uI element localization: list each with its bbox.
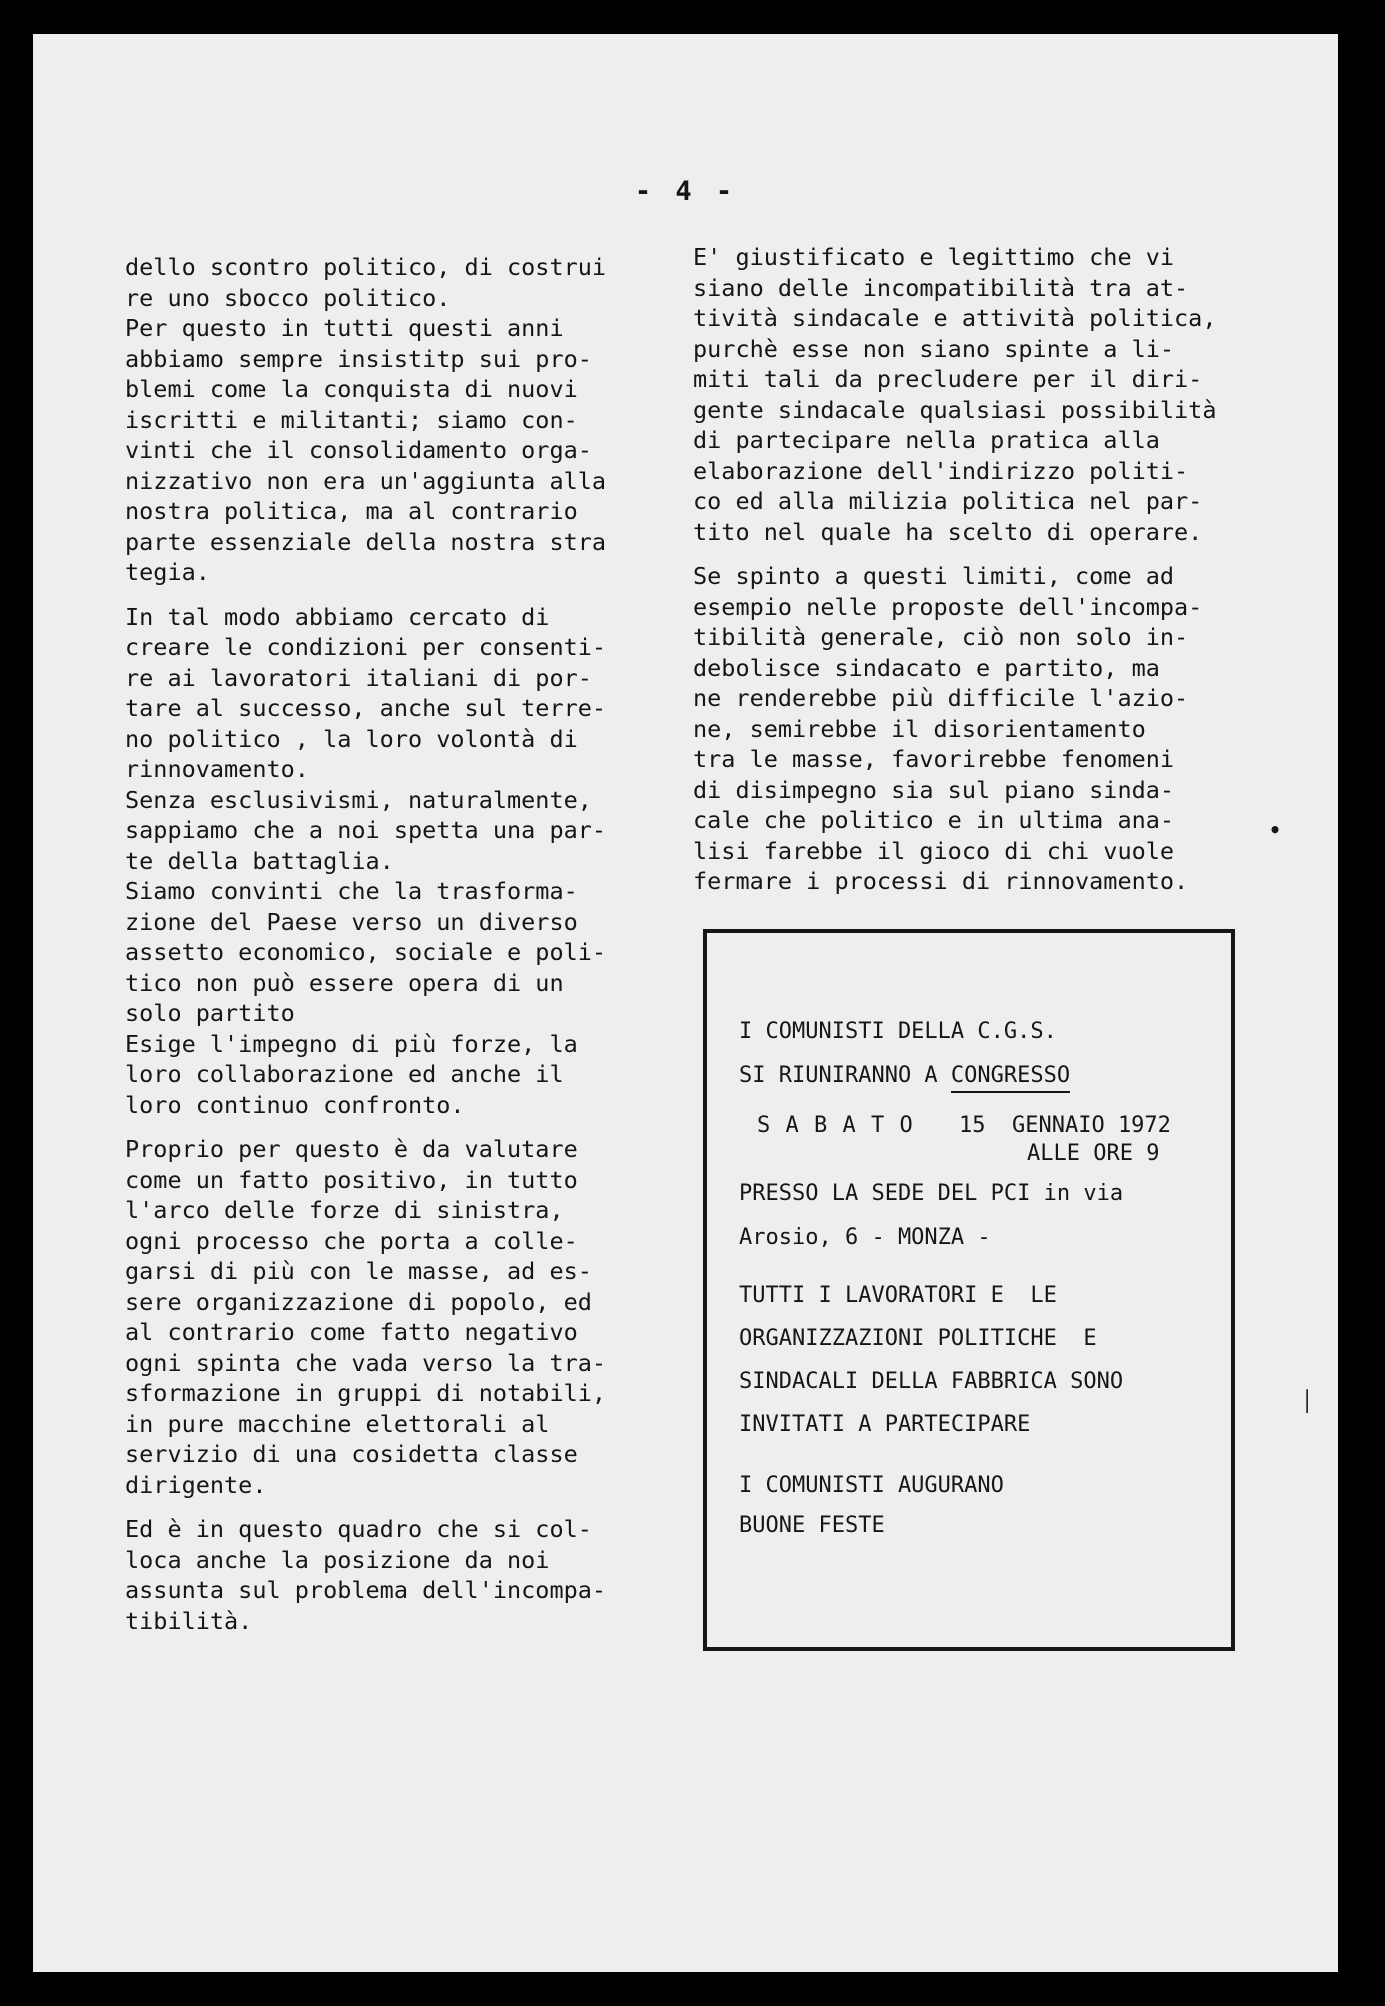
text-line: creare le condizioni per consenti- — [125, 633, 607, 661]
text-line: ogni processo che porta a colle- — [125, 1226, 578, 1255]
text-line: Ed è in questo quadro che si col- — [125, 1515, 592, 1543]
text-line: miti tali da precludere per il diri- — [693, 365, 1203, 393]
text-line: tegia. — [125, 558, 210, 586]
text-line: Per questo in tutti questi anni — [125, 314, 564, 342]
notice-greeting-line-1: I COMUNISTI AUGURANO — [739, 1473, 1004, 1498]
notice-location: PRESSO LA SEDE DEL PCI in via — [739, 1181, 1124, 1206]
text-line: sappiamo che a noi spetta una par- — [125, 816, 607, 844]
text-line: cale che politico e in ultima ana- — [693, 806, 1175, 834]
text-line: servizio di una cosidetta classe — [125, 1440, 578, 1468]
text-line: elaborazione dell'indirizzo politi- — [693, 456, 1189, 485]
text-line: ne renderebbe più difficile l'azio- — [693, 684, 1189, 712]
paragraph — [125, 1514, 685, 1636]
notice-address: Arosio, 6 - MONZA - — [739, 1225, 991, 1250]
text-line: loro continuo confronto. — [125, 1090, 465, 1119]
text-line: esempio nelle proposte dell'incompa- — [693, 592, 1203, 621]
text-line: assunta sul problema dell'incompa- — [125, 1576, 607, 1604]
text-line: co ed alla milizia politica nel par- — [693, 487, 1203, 515]
text-line: Senza esclusivismi, naturalmente, — [125, 785, 592, 814]
right-text-column — [693, 242, 1303, 911]
notice-greeting-line-2: BUONE FESTE — [739, 1513, 885, 1538]
text-line: Siamo convinti che la trasforma- — [125, 877, 578, 905]
text-line: re ai lavoratori italiani di por- — [125, 663, 592, 692]
text-line: solo partito — [125, 999, 295, 1027]
congress-notice-box — [703, 929, 1235, 1651]
text-line: assetto economico, sociale e poli- — [125, 938, 607, 966]
margin-mark: │ — [1301, 1389, 1314, 1413]
paragraph — [125, 1134, 685, 1500]
text-line: loca anche la posizione da noi — [125, 1545, 550, 1574]
text-line: blemi come la conquista di nuovi — [125, 375, 578, 403]
text-line: abbiamo sempre insistitp sui pro- — [125, 344, 592, 373]
text-line: nostra politica, ma al contrario — [125, 497, 578, 525]
text-line: Esige l'impegno di più forze, la — [125, 1029, 578, 1058]
text-line: siano delle incompatibilità tra at- — [693, 273, 1189, 302]
text-line: vinti che il consolidamento orga- — [125, 436, 592, 464]
notice-date: 15 GENNAIO 1972 — [959, 1113, 1171, 1138]
text-line: iscritti e militanti; siamo con- — [125, 405, 578, 434]
text-line: te della battaglia. — [125, 846, 394, 875]
text-line: debolisce sindacato e partito, ma — [693, 653, 1160, 682]
notice-line-1: I COMUNISTI DELLA C.G.S. — [739, 1019, 1057, 1044]
notice-time: ALLE ORE 9 — [1027, 1141, 1160, 1166]
text-line: ogni spinta che vada verso la tra- — [125, 1348, 607, 1377]
notice-invite-line-4: INVITATI A PARTECIPARE — [739, 1412, 1031, 1437]
notice-day: S A B A T O — [757, 1113, 914, 1138]
text-line: al contrario come fatto negativo — [125, 1318, 578, 1346]
text-line: di disimpegno sia sul piano sinda- — [693, 775, 1175, 804]
text-line: ne, semirebbe il disorientamento — [693, 714, 1146, 743]
text-line: gente sindacale qualsiasi possibilità — [693, 395, 1217, 424]
text-line: tito nel quale ha scelto di operare. — [693, 517, 1203, 546]
notice-line-2 — [739, 1063, 1070, 1088]
text-line: sformazione in gruppi di notabili, — [125, 1379, 607, 1407]
text-line: fermare i processi di rinnovamento. — [693, 867, 1189, 895]
notice-line-2-prefix: SI RIUNIRANNO A — [739, 1063, 951, 1088]
notice-invite-line-1: TUTTI I LAVORATORI E LE — [739, 1283, 1057, 1308]
margin-mark: • — [1269, 818, 1282, 842]
text-line: loro collaborazione ed anche il — [125, 1060, 564, 1088]
text-line: zione del Paese verso un diverso — [125, 907, 578, 936]
text-line: garsi di più con le masse, ad es- — [125, 1257, 592, 1285]
text-line: no politico , la loro volontà di — [125, 724, 578, 753]
page-number: - 4 - — [634, 176, 737, 207]
paragraph — [125, 252, 685, 588]
text-line: sere organizzazione di popolo, ed — [125, 1287, 592, 1316]
notice-congress-word: CONGRESSO — [951, 1063, 1070, 1093]
paragraph — [693, 561, 1303, 897]
text-line: re uno sbocco politico. — [125, 283, 451, 312]
paragraph — [693, 242, 1303, 547]
notice-invite-line-3: SINDACALI DELLA FABBRICA SONO — [739, 1369, 1124, 1394]
text-line: tività sindacale e attività politica, — [693, 304, 1217, 332]
left-text-column — [125, 252, 685, 1650]
text-line: l'arco delle forze di sinistra, — [125, 1196, 564, 1224]
text-line: In tal modo abbiamo cercato di — [125, 602, 550, 631]
text-line: Proprio per questo è da valutare — [125, 1135, 578, 1163]
text-line: tare al successo, anche sul terre- — [125, 694, 607, 722]
text-line: tibilità generale, ciò non solo in- — [693, 623, 1189, 651]
text-line: E' giustificato e legittimo che vi — [693, 243, 1175, 271]
text-line: lisi farebbe il gioco di chi vuole — [693, 836, 1175, 865]
text-line: di partecipare nella pratica alla — [693, 426, 1160, 454]
notice-invite-line-2: ORGANIZZAZIONI POLITICHE E — [739, 1326, 1097, 1351]
text-line: purchè esse non siano spinte a li- — [693, 334, 1175, 363]
text-line: rinnovamento. — [125, 755, 309, 783]
text-line: tico non può essere opera di un — [125, 968, 564, 997]
text-line: dello scontro politico, di costrui — [125, 253, 607, 281]
text-line: tibilità. — [125, 1606, 253, 1635]
text-line: dirigente. — [125, 1470, 267, 1499]
text-line: come un fatto positivo, in tutto — [125, 1165, 578, 1194]
text-line: tra le masse, favorirebbe fenomeni — [693, 745, 1175, 773]
text-line: Se spinto a questi limiti, come ad — [693, 562, 1175, 590]
paragraph — [125, 602, 685, 1121]
text-line: nizzativo non era un'aggiunta alla — [125, 466, 607, 495]
document-page — [33, 34, 1338, 1972]
text-line: parte essenziale della nostra stra — [125, 527, 607, 556]
text-line: in pure macchine elettorali al — [125, 1409, 550, 1438]
